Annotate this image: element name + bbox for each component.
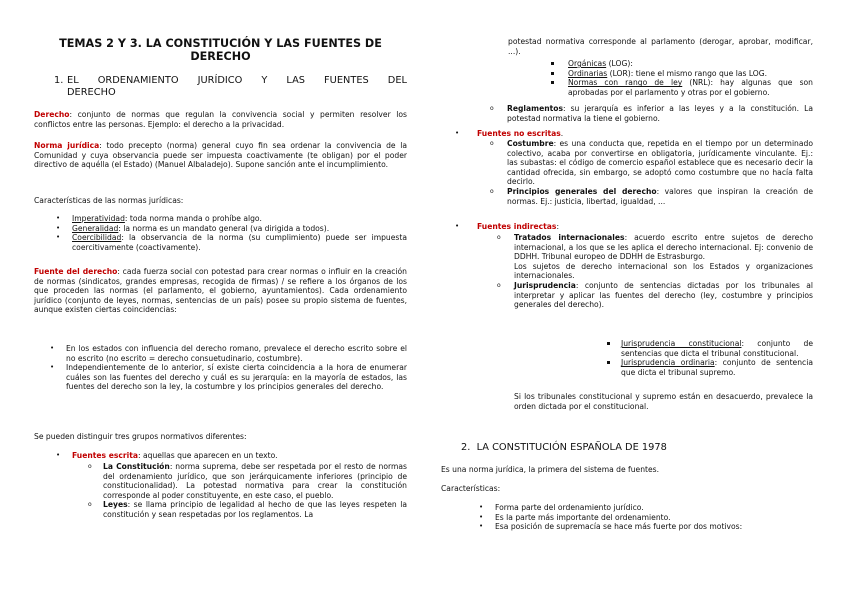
- grupos-list: [56, 451, 407, 461]
- jurisprudencia-item: o Jurisprudencia: conjunto de sentencias dictadas por los tribunales al interpretar y aplicar las fuentes del derecho (ley, costumbre y principios generales del derecho).: [497, 280, 813, 310]
- no-escritas-sublist: [490, 139, 813, 206]
- ordinarias-item: Ordinarias (LOR): tiene el mismo rango que las LOG.: [551, 69, 813, 79]
- coincidencias-list: [50, 344, 407, 392]
- fuentes-no-escritas-item: • Fuentes no escritas.: [455, 129, 564, 138]
- section-1-heading: 1. EL ORDENAMIENTO JURÍDICO Y LAS FUENTES DEL DERECHO: [54, 75, 407, 99]
- section-2-caracteristicas: Características:: [441, 484, 501, 493]
- leyes-continuation: potestad normativa corresponde al parlamento (derogar, aprobar, modificar, ...).: [508, 37, 813, 56]
- section-1-heading-line-1: EL ORDENAMIENTO JURÍDICO Y LAS FUENTES DEL: [67, 75, 407, 86]
- fuente-derecho-definition: Fuente del derecho: cada fuerza social con potestad para crear normas o influir en la creación de normas (sindicatos, grandes empresas, recogida de firmas) / se refiere a los órganos de los que proceden las normas (el parlamento, el gobierno, ayuntamientos). Cada ordenamiento jurídico (conjunto de leyes, normas, sentencias de un país) posee su propio sistema de fuentes, aunque existen ciertas coincidencias:: [34, 267, 407, 315]
- list-item: • En los estados con influencia del derecho romano, prevalece el derecho escrito sobre el no escrito (no escrito = derecho consuetudinario, costumbre).: [50, 344, 407, 363]
- list-item: • Generalidad: la norma es un mandato general (va dirigida a todos).: [56, 223, 330, 233]
- principios-item: o Principios generales del derecho: valores que inspiran la creación de normas. Ej.: justicia, libertad, igualdad, ...: [490, 186, 813, 206]
- no-escritas-list: [455, 129, 813, 139]
- leyes-types-list: [551, 59, 813, 97]
- title-line-2: DERECHO: [190, 50, 251, 64]
- tratados-extra: Los sujetos de derecho internacional son los Estados y organizaciones internacionales.: [514, 261, 813, 281]
- reglamentos-item: o Reglamentos: su jerarquía es inferior a las leyes y a la constitución. La potestad normativa la tiene el gobierno.: [490, 104, 813, 123]
- list-item: • Forma parte del ordenamiento jurídico.: [479, 503, 644, 512]
- section-2-list: [479, 503, 813, 532]
- grupos-intro: Se pueden distinguir tres grupos normativos diferentes:: [34, 432, 247, 441]
- costumbre-item: o Costumbre: es una conducta que, repetida en el tiempo por un determinado colectivo, acaba por convertirse en obligatoria, jurídicamente vinculante. Ej.: las subastas: el código de comercio español establece que es necesario decir la cantidad ofrecida, sin embargo, se adoptó como costumbre que no hacía falta decirlo.: [490, 139, 813, 187]
- section-1-heading-line-2: DERECHO: [67, 87, 116, 99]
- norma-juridica-definition: Norma jurídica: todo precepto (norma) general cuyo fin sea ordenar la convivencia de la Comunidad y cuya observancia puede ser impuesta coactivamente (te obligan) por el poder directivo de aquélla (el Estado) (Manuel Albaladejo). Supone sanción ante el incumplimiento.: [34, 141, 408, 170]
- title-line-1: TEMAS 2 Y 3. LA CONSTITUCIÓN Y LAS FUENTES DE: [59, 37, 382, 50]
- reglamentos-list: [490, 104, 813, 123]
- caracteristicas-intro: Características de las normas jurídicas:: [34, 196, 184, 205]
- constitucion-item: o La Constitución: norma suprema, debe ser respetada por el resto de normas del ordenamiento jurídico, que son jerárquicamente inferiores (principio de constitucionalidad). La potestad normativa para crear la constitución corresponde al poder constituyente, en este caso, el pueblo.: [88, 462, 407, 500]
- fuentes-indirectas-item: • Fuentes indirectas:: [455, 222, 559, 231]
- caracteristicas-list: [56, 214, 407, 252]
- organicas-item: Orgánicas (LOG):: [551, 59, 813, 69]
- list-item: • Coercibilidad: la observancia de la norma (su cumplimiento) puede ser impuesta coercitivamente (coactivamente).: [56, 233, 407, 252]
- list-item: • Independientemente de lo anterior, sí existe cierta coincidencia a la hora de enumerar cuáles son las fuentes del derecho y cuál es su jerarquía: en la mayoría de estados, las fuentes del derecho son la ley, la costumbre y los principios generales del derecho.: [50, 363, 407, 392]
- fuentes-escritas-item: • Fuentes escrita: aquellas que aparecen en un texto.: [56, 451, 278, 460]
- escritas-sublist: [88, 462, 407, 520]
- jurisprudencia-sublist: [607, 339, 813, 377]
- list-item: • Esa posición de supremacía se hace más fuerte por dos motivos:: [479, 522, 743, 532]
- tribunales-nota: Si los tribunales constitucional y supremo están en desacuerdo, prevalece la orden dictada por el constitucional.: [514, 392, 813, 411]
- section-2-intro: Es una norma jurídica, la primera del sistema de fuentes.: [441, 465, 660, 474]
- section-2-heading: 2. LA CONSTITUCIÓN ESPAÑOLA DE 1978: [461, 442, 667, 453]
- document-title: [34, 37, 407, 64]
- rango-ley-item: Normas con rango de ley (NRL): hay algunas que son aprobadas por el parlamento y otras por el gobierno.: [551, 78, 813, 97]
- tratados-item: o Tratados internacionales: acuerdo escrito entre sujetos de derecho internacional, a los que se les aplica el derecho internacional. Ej: convenio de DDHH. Tribunal europeo de DDHH de Estrasburgo. Los sujetos de derecho internacional son los Estados y organizaciones internacionales.: [497, 233, 813, 281]
- list-item: • Es la parte más importante del ordenamiento.: [479, 512, 671, 522]
- indirectas-list: [455, 222, 813, 232]
- jurisprudencia-ordinaria-item: Jurisprudencia ordinaria: conjunto de sentencia que dicta el tribunal supremo.: [607, 358, 813, 377]
- leyes-item: o Leyes: se llama principio de legalidad al hecho de que las leyes respeten la constitución y sean respetadas por los reglamentos. La: [88, 500, 407, 519]
- jurisprudencia-constitucional-item: Jurisprudencia constitucional: conjunto de sentencias que dicta el tribunal constitucional.: [607, 339, 813, 358]
- list-item: • Imperatividad: toda norma manda o prohíbe algo.: [56, 214, 262, 223]
- derecho-definition: Derecho: conjunto de normas que regulan la convivencia social y permiten resolver los conflictos entre las personas. Ejemplo: el derecho a la privacidad.: [34, 110, 407, 129]
- indirectas-sublist: [497, 233, 813, 310]
